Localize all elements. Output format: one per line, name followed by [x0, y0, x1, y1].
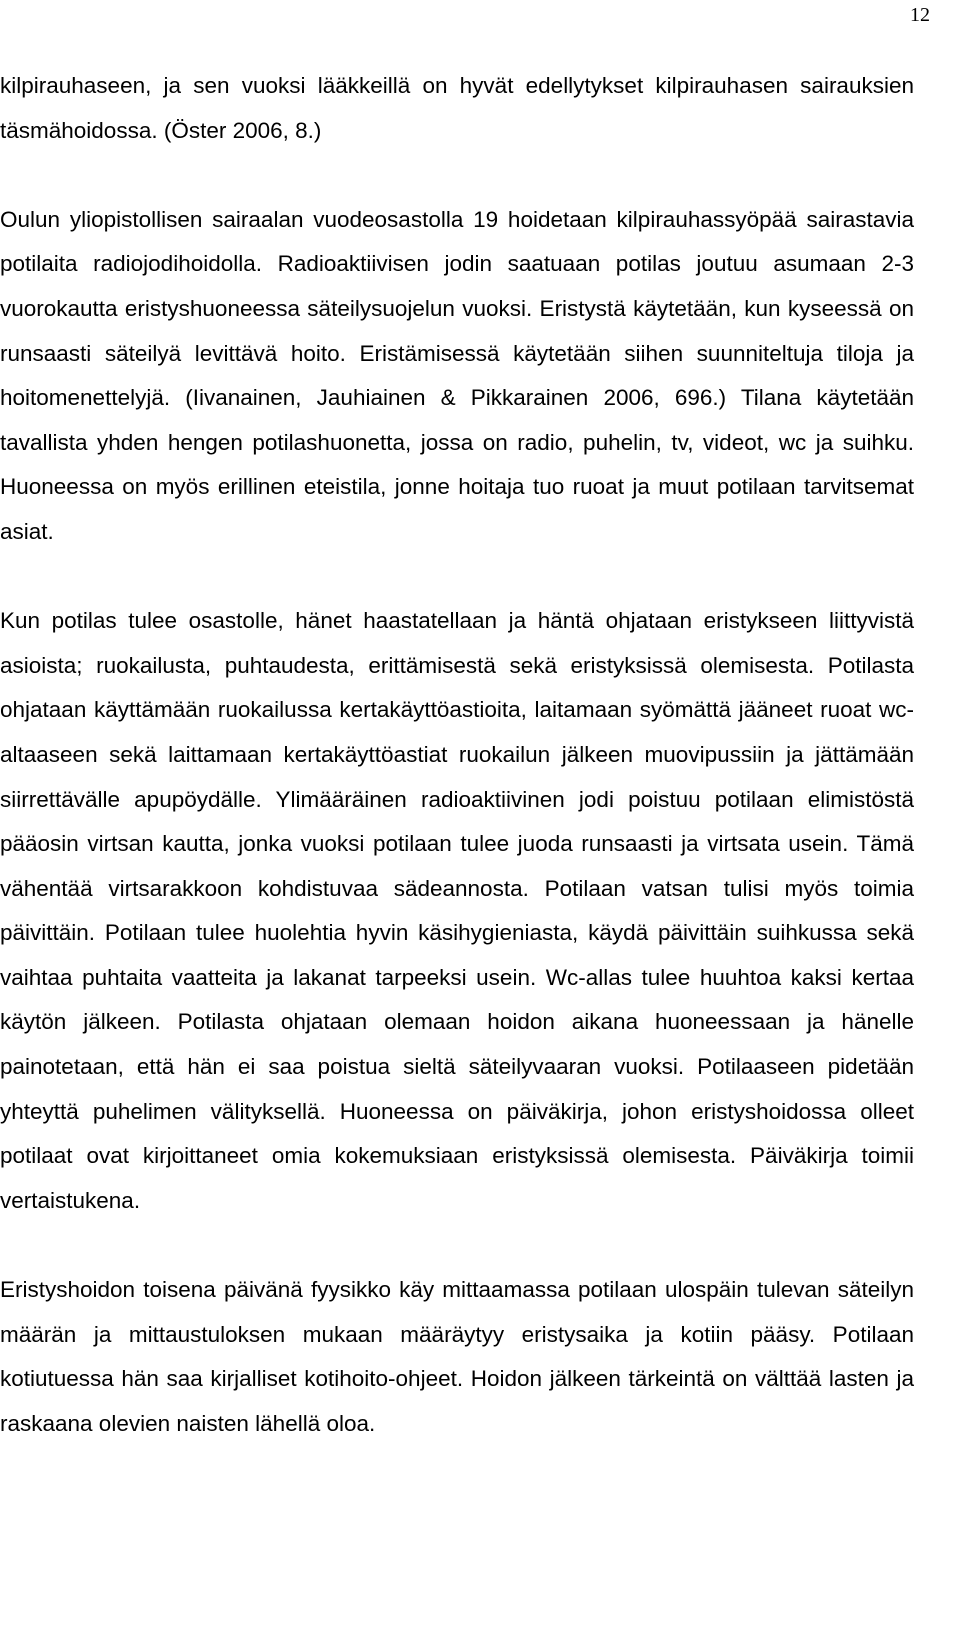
- document-body: [0, 64, 914, 1446]
- paragraph-patient-instructions: Kun potilas tulee osastolle, hänet haastatellaan ja häntä ohjataan eristykseen liittyvistä asioista; ruokailusta, puhtaudesta, erittämisestä sekä eristyksissä olemisesta. Potilasta ohjataan käyttämään ruokailussa kertakäyttöastioita, laitamaan syömättä jääneet ruoat wc-altaaseen sekä laittamaan kertakäyttöastiat ruokailun jälkeen muovipussiin ja jättämään siirrettävälle apupöydälle. Ylimääräinen radioaktiivinen jodi poistuu potilaan elimistöstä pääosin virtsan kautta, jonka vuoksi potilaan tulee juoda runsaasti ja virtsata usein. Tämä vähentää virtsarakkoon kohdistuvaa sädeannosta. Potilaan vatsan tulisi myös toimia päivittäin. Potilaan tulee huolehtia hyvin käsihygieniasta, käydä päivittäin suihkussa sekä vaihtaa puhtaita vaatteita ja lakanat tarpeeksi usein. Wc-allas tulee huuhtoa kaksi kertaa käytön jälkeen. Potilasta ohjataan olemaan hoidon aikana huoneessaan ja hänelle painotetaan, että hän ei saa poistua sieltä säteilyvaaran vuoksi. Potilaaseen pidetään yhteyttä puhelimen välityksellä. Huoneessa on päiväkirja, johon eristyshoidossa olleet potilaat ovat kirjoittaneet omia kokemuksiaan eristyksissä olemisesta. Päiväkirja toimii vertaistukena.: [0, 608, 914, 1213]
- paragraph-thyroid-treatment: kilpirauhaseen, ja sen vuoksi lääkkeillä on hyvät edellytykset kilpirauhasen sairauksien täsmähoidossa. (Öster 2006, 8.): [0, 73, 914, 143]
- page-number: 12: [910, 4, 930, 26]
- paragraph-discharge: Eristyshoidon toisena päivänä fyysikko käy mittaamassa potilaan ulospäin tulevan säteilyn määrän ja mittaustuloksen mukaan määräytyy eristysaika ja kotiin pääsy. Potilaan kotiutuessa hän saa kirjalliset kotihoito-ohjeet. Hoidon jälkeen tärkeintä on välttää lasten ja raskaana olevien naisten lähellä oloa.: [0, 1277, 914, 1436]
- paragraph-isolation-room: Oulun yliopistollisen sairaalan vuodeosastolla 19 hoidetaan kilpirauhassyöpää sairastavia potilaita radiojodihoidolla. Radioaktiivisen jodin saatuaan potilas joutuu asumaan 2-3 vuorokautta eristyshuoneessa säteilysuojelun vuoksi. Eristystä käytetään, kun kyseessä on runsaasti säteilyä levittävä hoito. Eristämisessä käytetään siihen suunniteltuja tiloja ja hoitomenettelyjä. (Iivanainen, Jauhiainen & Pikkarainen 2006, 696.) Tilana käytetään tavallista yhden hengen potilashuonetta, jossa on radio, puhelin, tv, videot, wc ja suihku. Huoneessa on myös erillinen eteistila, jonne hoitaja tuo ruoat ja muut potilaan tarvitsemat asiat.: [0, 206, 914, 544]
